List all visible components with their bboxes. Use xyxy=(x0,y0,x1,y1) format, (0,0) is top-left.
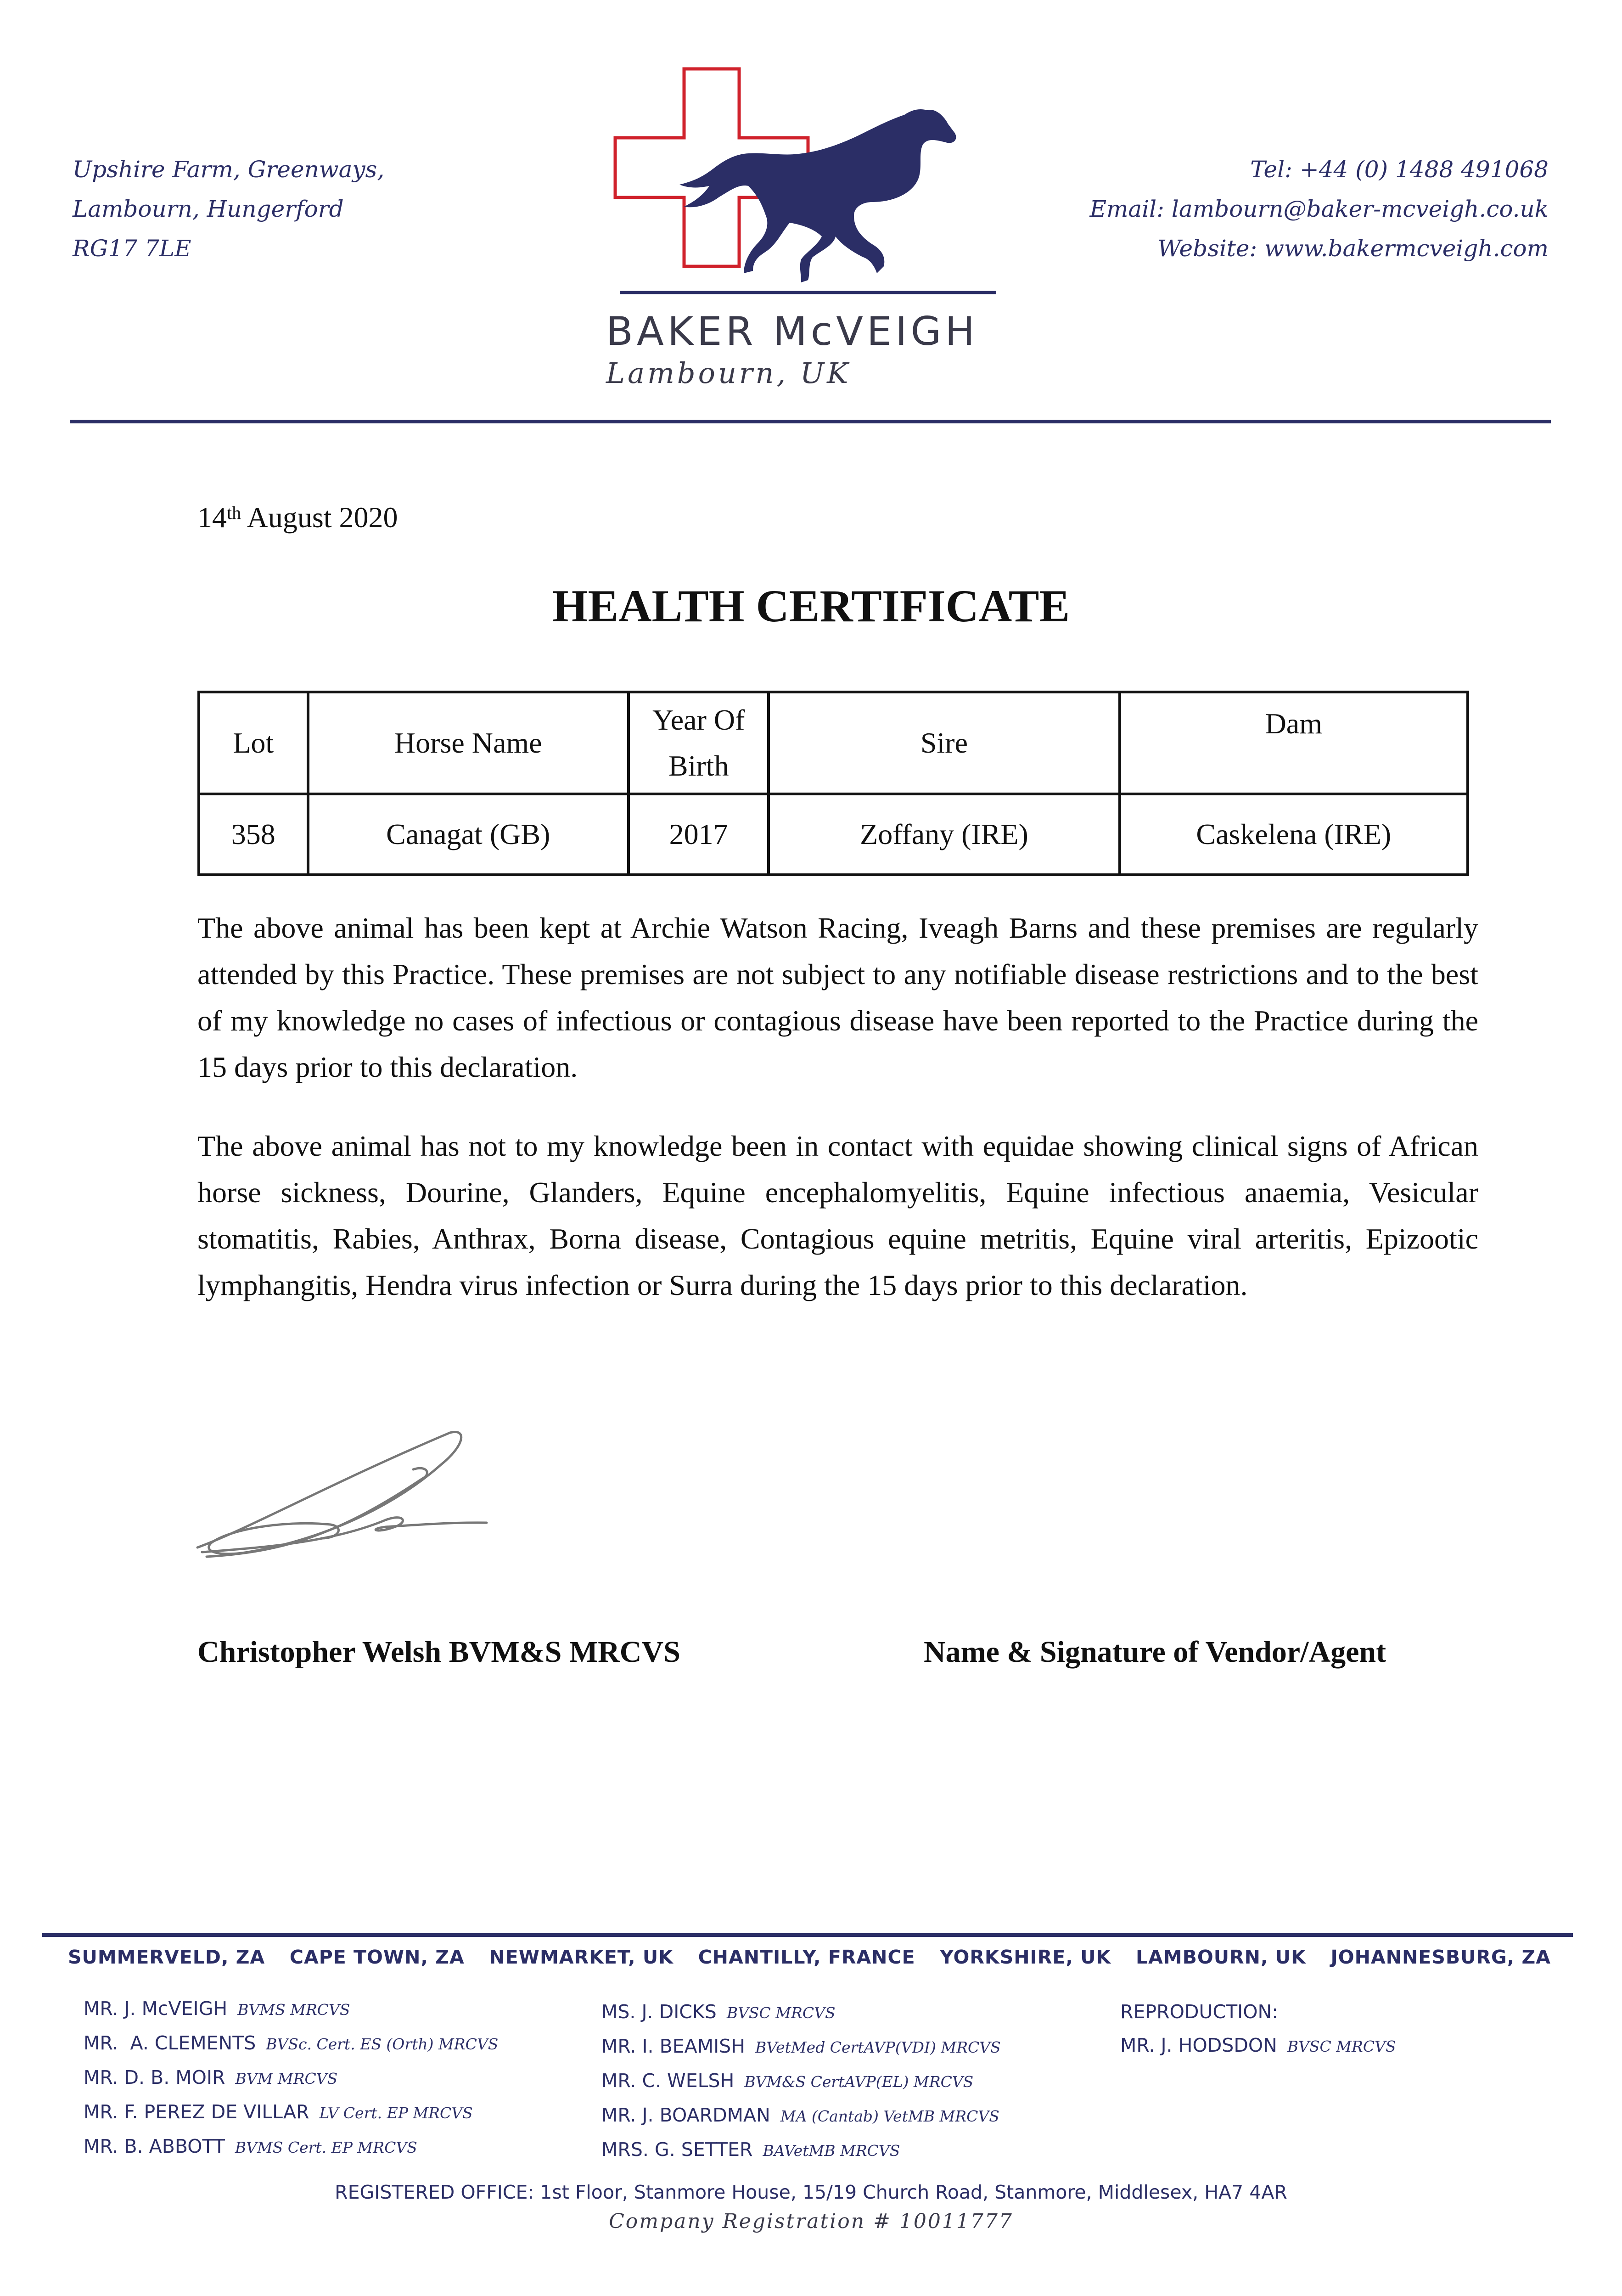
staff-entry xyxy=(84,1992,498,2026)
date-rest: August 2020 xyxy=(241,501,398,534)
address-line: Lambourn, Hungerford xyxy=(73,196,344,222)
staff-name: MR. A. CLEMENTS xyxy=(84,2032,256,2054)
location-item: NEWMARKET, UK xyxy=(489,1946,673,1968)
registered-office: REGISTERED OFFICE: 1st Floor, Stanmore House, 15/19 Church Road, Stanmore, Middlesex, HA7 4AR xyxy=(335,2181,1287,2203)
staff-entry xyxy=(84,2095,498,2130)
brand-name: BAKER McVEIGH xyxy=(606,309,978,355)
cell-lot: 358 xyxy=(199,794,308,875)
footer-divider xyxy=(42,1933,1573,1937)
staff-quals: BVSC MRCVS xyxy=(1287,2037,1396,2055)
staff-list-reproduction xyxy=(1120,1995,1396,2063)
staff-list-1 xyxy=(84,1992,498,2164)
signer-name: Christopher Welsh BVM&S MRCVS xyxy=(197,1635,680,1669)
cell-dam: Caskelena (IRE) xyxy=(1120,794,1468,875)
staff-quals: BVSC MRCVS xyxy=(726,2004,836,2022)
table-header-row xyxy=(199,692,1468,794)
location-item: CHANTILLY, FRANCE xyxy=(698,1946,915,1968)
header-lot: Lot xyxy=(199,692,308,794)
address-line: RG17 7LE xyxy=(73,235,191,262)
company-registration: Company Registration # 10011777 xyxy=(609,2210,1013,2233)
date-suffix: th xyxy=(227,502,241,523)
reproduction-label: REPRODUCTION: xyxy=(1120,2001,1278,2023)
staff-entry xyxy=(601,1995,1001,2030)
practice-contact xyxy=(1089,150,1549,268)
disease-contact-declaration: The above animal has not to my knowledge been in contact with equidae showing clinical signs of African horse sickness, Dourine, Glanders, Equine encephalomyelitis, Equine infectious anaemia, Vesicular stomatitis, Rabies, Anthrax, Borna disease, Contagious equine metritis, Equine viral arteritis, Epizootic lymphangitis, Hendra virus infection or Surra during the 15 days prior to this declaration. xyxy=(197,1130,1478,1301)
horse-details-table xyxy=(197,691,1469,876)
staff-entry xyxy=(601,2099,1001,2133)
staff-name: MRS. G. SETTER xyxy=(601,2138,753,2161)
header-yob-line: Birth xyxy=(668,749,729,782)
contact-email: Email: lambourn@baker-mcveigh.co.uk xyxy=(1089,196,1549,222)
staff-entry xyxy=(84,2026,498,2061)
location-item: SUMMERVELD, ZA xyxy=(68,1946,265,1968)
staff-quals: BVetMed CertAVP(VDI) MRCVS xyxy=(755,2038,1001,2056)
staff-list-2 xyxy=(601,1995,1001,2167)
date-day: 14 xyxy=(197,501,227,534)
contact-phone: Tel: +44 (0) 1488 491068 xyxy=(1250,156,1549,183)
practice-address xyxy=(73,150,384,268)
staff-name: MS. J. DICKS xyxy=(601,2001,717,2023)
staff-quals: BVSc. Cert. ES (Orth) MRCVS xyxy=(266,2035,499,2053)
brand-location: Lambourn, UK xyxy=(606,356,851,390)
staff-entry xyxy=(1120,2029,1396,2063)
cell-year-of-birth: 2017 xyxy=(629,794,769,875)
staff-entry xyxy=(601,2133,1001,2167)
certificate-date xyxy=(197,501,398,535)
header-year-of-birth xyxy=(629,692,769,794)
staff-entry xyxy=(601,2064,1001,2099)
staff-quals: LV Cert. EP MRCVS xyxy=(319,2104,473,2122)
location-item: JOHANNESBURG, ZA xyxy=(1330,1946,1551,1968)
location-item: LAMBOURN, UK xyxy=(1135,1946,1306,1968)
staff-quals: BAVetMB MRCVS xyxy=(763,2142,900,2160)
staff-name: MR. J. BOARDMAN xyxy=(601,2104,770,2126)
staff-entry xyxy=(84,2061,498,2095)
address-line: Upshire Farm, Greenways, xyxy=(73,156,385,183)
location-item: YORKSHIRE, UK xyxy=(940,1946,1111,1968)
office-locations xyxy=(68,1946,1551,1968)
cell-horse-name: Canagat (GB) xyxy=(308,794,629,875)
staff-quals: BVM MRCVS xyxy=(235,2070,338,2088)
contact-website: Website: www.bakermcveigh.com xyxy=(1157,235,1549,262)
vendor-signature-label: Name & Signature of Vendor/Agent xyxy=(924,1635,1386,1669)
staff-entry xyxy=(601,2030,1001,2064)
premises-declaration: The above animal has been kept at Archie Watson Racing, Iveagh Barns and these premises are regularly attended by this Practice. These premises are not subject to any notifiable disease restrictions and to the best of my knowledge no cases of infectious or contagious disease have been reported to the Practice during the 15 days prior to this declaration. xyxy=(197,912,1478,1083)
staff-name: MR. D. B. MOIR xyxy=(84,2066,225,2088)
table-row xyxy=(199,794,1468,875)
staff-quals: MA (Cantab) VetMB MRCVS xyxy=(780,2107,999,2125)
staff-name: MR. J. McVEIGH xyxy=(84,1998,228,2020)
staff-name: MR. I. BEAMISH xyxy=(601,2035,746,2057)
horse-icon xyxy=(679,109,956,282)
staff-quals: BVM&S CertAVP(EL) MRCVS xyxy=(744,2073,974,2091)
document-title: HEALTH CERTIFICATE xyxy=(552,580,1070,631)
staff-name: MR. F. PEREZ DE VILLAR xyxy=(84,2101,309,2123)
staff-name: MR. J. HODSDON xyxy=(1120,2034,1277,2056)
header-horse-name: Horse Name xyxy=(308,692,629,794)
staff-quals: BVMS MRCVS xyxy=(237,2001,350,2019)
header-dam: Dam xyxy=(1120,692,1468,794)
staff-quals: BVMS Cert. EP MRCVS xyxy=(235,2138,417,2156)
header-yob-line: Year Of xyxy=(652,703,745,736)
cell-sire: Zoffany (IRE) xyxy=(769,794,1119,875)
header-sire: Sire xyxy=(769,692,1119,794)
staff-entry xyxy=(84,2130,498,2164)
staff-name: MR. B. ABBOTT xyxy=(84,2135,225,2157)
staff-name: MR. C. WELSH xyxy=(601,2070,735,2092)
header-divider xyxy=(70,420,1551,423)
location-item: CAPE TOWN, ZA xyxy=(289,1946,465,1968)
vet-signature xyxy=(193,1414,496,1580)
